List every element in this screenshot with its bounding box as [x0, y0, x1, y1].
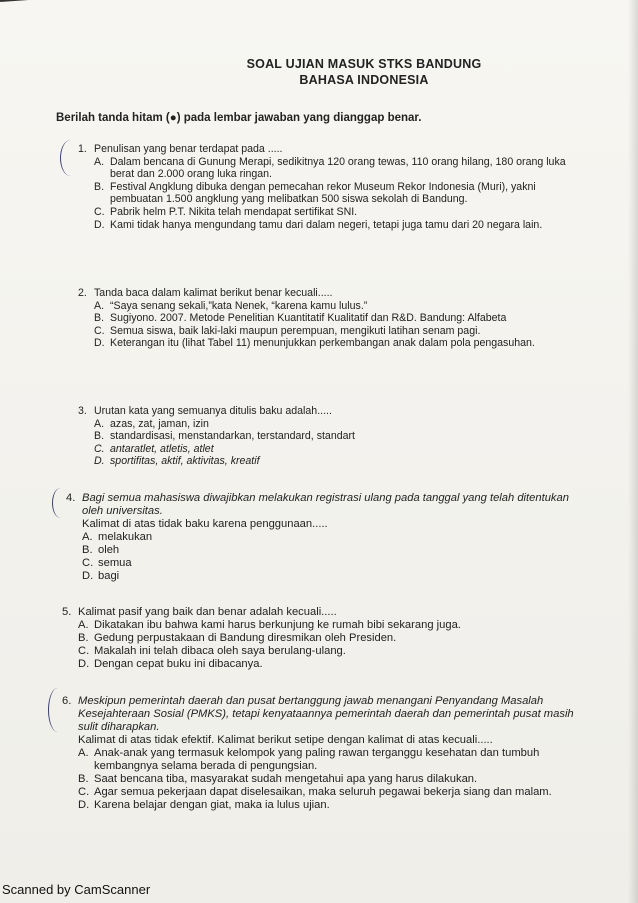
corner-pen-mark — [0, 0, 40, 1]
option-label: B. — [94, 430, 105, 443]
option-label: A. — [94, 299, 105, 312]
option-text: Semua siswa, baik laki-laki maupun perempuan, mengikuti latihan senam pagi. — [110, 324, 481, 337]
option-c[interactable] — [78, 645, 572, 658]
question-5 — [62, 606, 572, 671]
option-text: Kami tidak hanya mengundang tamu dari dalam negeri, tetapi juga tamu dari 20 negara lain. — [110, 218, 543, 231]
question-3 — [78, 405, 574, 468]
option-label: D. — [94, 455, 105, 468]
page-edge-shadow — [628, 0, 638, 903]
document-header — [0, 56, 638, 88]
option-d[interactable] — [82, 570, 572, 583]
question-stem — [78, 143, 574, 156]
question-stem-text: Tanda baca dalam kalimat berikut benar kecuali..... — [94, 287, 333, 299]
question-stem — [66, 492, 572, 518]
option-text: Pabrik helm P.T. Nikita telah mendapat sertifikat SNI. — [110, 205, 358, 218]
option-text: Sugiyono. 2007. Metode Penelitian Kuantitatif Kualitatif dan R&D. Bandung: Alfabeta — [110, 312, 507, 325]
option-label: C. — [78, 786, 90, 798]
option-d[interactable] — [78, 658, 572, 671]
option-label: D. — [94, 337, 105, 350]
option-b[interactable] — [94, 430, 574, 443]
option-a[interactable] — [94, 156, 574, 181]
option-label: A. — [78, 619, 89, 631]
question-number: 3. — [78, 405, 87, 417]
option-a[interactable] — [82, 531, 572, 544]
option-text: “Saya senang sekali,”kata Nenek, “karena kamu lulus.” — [110, 299, 368, 312]
option-text: Makalah ini telah dibaca oleh saya berulang-ulang. — [94, 645, 346, 657]
option-text: Saat bencana tiba, masyarakat sudah mengetahui apa yang harus dilakukan. — [94, 773, 478, 785]
option-label: D. — [78, 799, 90, 811]
option-text: sportifitas, aktif, aktivitas, kreatif — [110, 455, 260, 468]
option-label: D. — [78, 658, 90, 670]
option-text: azas, zat, jaman, izin — [110, 417, 209, 430]
option-c[interactable] — [82, 557, 572, 570]
option-b[interactable] — [94, 181, 574, 206]
question-6 — [62, 695, 574, 812]
option-text: Agar semua pekerjaan dapat diselesaikan, maka seluruh pegawai bekerja siang dan malam. — [94, 786, 552, 798]
option-label: D. — [94, 218, 105, 231]
option-c[interactable] — [94, 443, 574, 456]
option-a[interactable] — [94, 300, 574, 313]
option-label: C. — [94, 205, 105, 218]
option-label: D. — [82, 570, 94, 582]
option-text: antaratlet, atletis, atlet — [110, 442, 214, 455]
options-list — [78, 747, 574, 812]
document-subtitle: BAHASA INDONESIA — [299, 73, 429, 87]
question-stem — [62, 695, 574, 734]
options-list — [94, 418, 574, 468]
option-label: C. — [82, 557, 94, 569]
question-stem-text: Meskipun pemerintah daerah dan pusat bertanggung jawab menangani Penyandang Masalah Kesejahteraan Sosial (PMKS), tetapi kenyataannya pemerintah daerah dan pemerintah pusat masih sulit diharapkan. — [78, 695, 574, 733]
pen-bracket-mark — [60, 140, 81, 176]
option-b[interactable] — [82, 544, 572, 557]
option-b[interactable] — [78, 773, 574, 786]
option-text: Dengan cepat buku ini dibacanya. — [94, 658, 263, 670]
question-stem-text: Kalimat pasif yang baik dan benar adalah kecuali..... — [78, 606, 337, 618]
option-text: Gedung perpustakaan di Bandung diresmikan oleh Presiden. — [94, 632, 397, 644]
pen-bracket-mark — [48, 688, 67, 732]
instruction-text: Berilah tanda hitam (●) pada lembar jawaban yang dianggap benar. — [56, 112, 422, 124]
option-d[interactable] — [94, 219, 574, 232]
option-label: B. — [94, 312, 105, 325]
option-label: B. — [78, 773, 89, 785]
option-a[interactable] — [78, 619, 572, 632]
option-b[interactable] — [94, 312, 574, 325]
options-list — [78, 619, 572, 671]
question-2 — [78, 287, 574, 350]
option-text: semua — [98, 557, 132, 569]
option-label: B. — [94, 180, 105, 193]
question-number: 5. — [62, 606, 72, 618]
question-stem — [78, 405, 574, 418]
options-list — [82, 531, 572, 583]
option-label: C. — [94, 442, 105, 455]
option-c[interactable] — [94, 206, 574, 219]
question-subprompt: Kalimat di atas tidak efektif. Kalimat berikut setipe dengan kalimat di atas kecuali..... — [78, 734, 493, 746]
option-text: Karena belajar dengan giat, maka ia lulus ujian. — [94, 799, 330, 811]
question-stem-text: Urutan kata yang semuanya ditulis baku adalah..... — [94, 405, 332, 417]
option-text: standardisasi, menstandarkan, terstandard, standart — [110, 430, 355, 443]
question-stem-text: Penulisan yang benar terdapat pada ..... — [94, 143, 283, 155]
option-text: melakukan — [98, 531, 153, 543]
pen-bracket-mark — [52, 488, 69, 518]
option-text: Dalam bencana di Gunung Merapi, sedikitnya 120 orang tewas, 110 orang hilang, 180 orang luka berat dan 2.000 orang luka ringan. — [110, 155, 566, 181]
document-title: SOAL UJIAN MASUK STKS BANDUNG — [246, 57, 482, 71]
option-b[interactable] — [78, 632, 572, 645]
option-label: C. — [94, 324, 105, 337]
question-number: 4. — [66, 492, 76, 504]
question-stem — [62, 606, 572, 619]
question-stem-text: Bagi semua mahasiswa diwajibkan melakukan registrasi ulang pada tanggal yang telah ditentukan oleh universitas. — [82, 492, 569, 517]
question-number: 2. — [78, 287, 87, 299]
scanner-watermark: Scanned by CamScanner — [2, 882, 151, 897]
option-label: A. — [82, 531, 93, 543]
option-label: A. — [94, 417, 105, 430]
question-1 — [78, 143, 574, 231]
options-list — [94, 300, 574, 350]
option-text: Keterangan itu (lihat Tabel 11) menunjukkan perkembangan anak dalam pola pengasuhan. — [110, 337, 535, 350]
option-label: C. — [78, 645, 90, 657]
option-a[interactable] — [94, 418, 574, 431]
option-d[interactable] — [94, 455, 574, 468]
question-stem — [78, 287, 574, 300]
question-number: 1. — [78, 143, 87, 155]
option-label: A. — [78, 747, 89, 759]
option-d[interactable] — [78, 799, 574, 812]
option-label: B. — [82, 544, 93, 556]
question-number: 6. — [62, 695, 72, 707]
option-text: Festival Angklung dibuka dengan pemecahan rekor Museum Rekor Indonesia (Muri), yakni pembuatan 1.500 angklung yang melibatkan 500 siswa sekolah di Bandung. — [110, 180, 536, 206]
question-4 — [66, 492, 572, 583]
option-text: oleh — [98, 544, 120, 556]
options-list — [94, 156, 574, 232]
option-text: Anak-anak yang termasuk kelompok yang paling rawan terganggu kesehatan dan tumbuh kembangnya selama berada di pengungsian. — [94, 747, 540, 772]
question-subprompt: Kalimat di atas tidak baku karena penggunaan..... — [82, 518, 328, 530]
option-text: bagi — [98, 570, 120, 582]
option-a[interactable] — [78, 747, 574, 773]
option-label: B. — [78, 632, 89, 644]
option-c[interactable] — [94, 325, 574, 338]
option-d[interactable] — [94, 337, 574, 350]
option-text: Dikatakan ibu bahwa kami harus berkunjung ke rumah bibi sekarang juga. — [94, 619, 461, 631]
option-label: A. — [94, 155, 105, 168]
option-c[interactable] — [78, 786, 574, 799]
